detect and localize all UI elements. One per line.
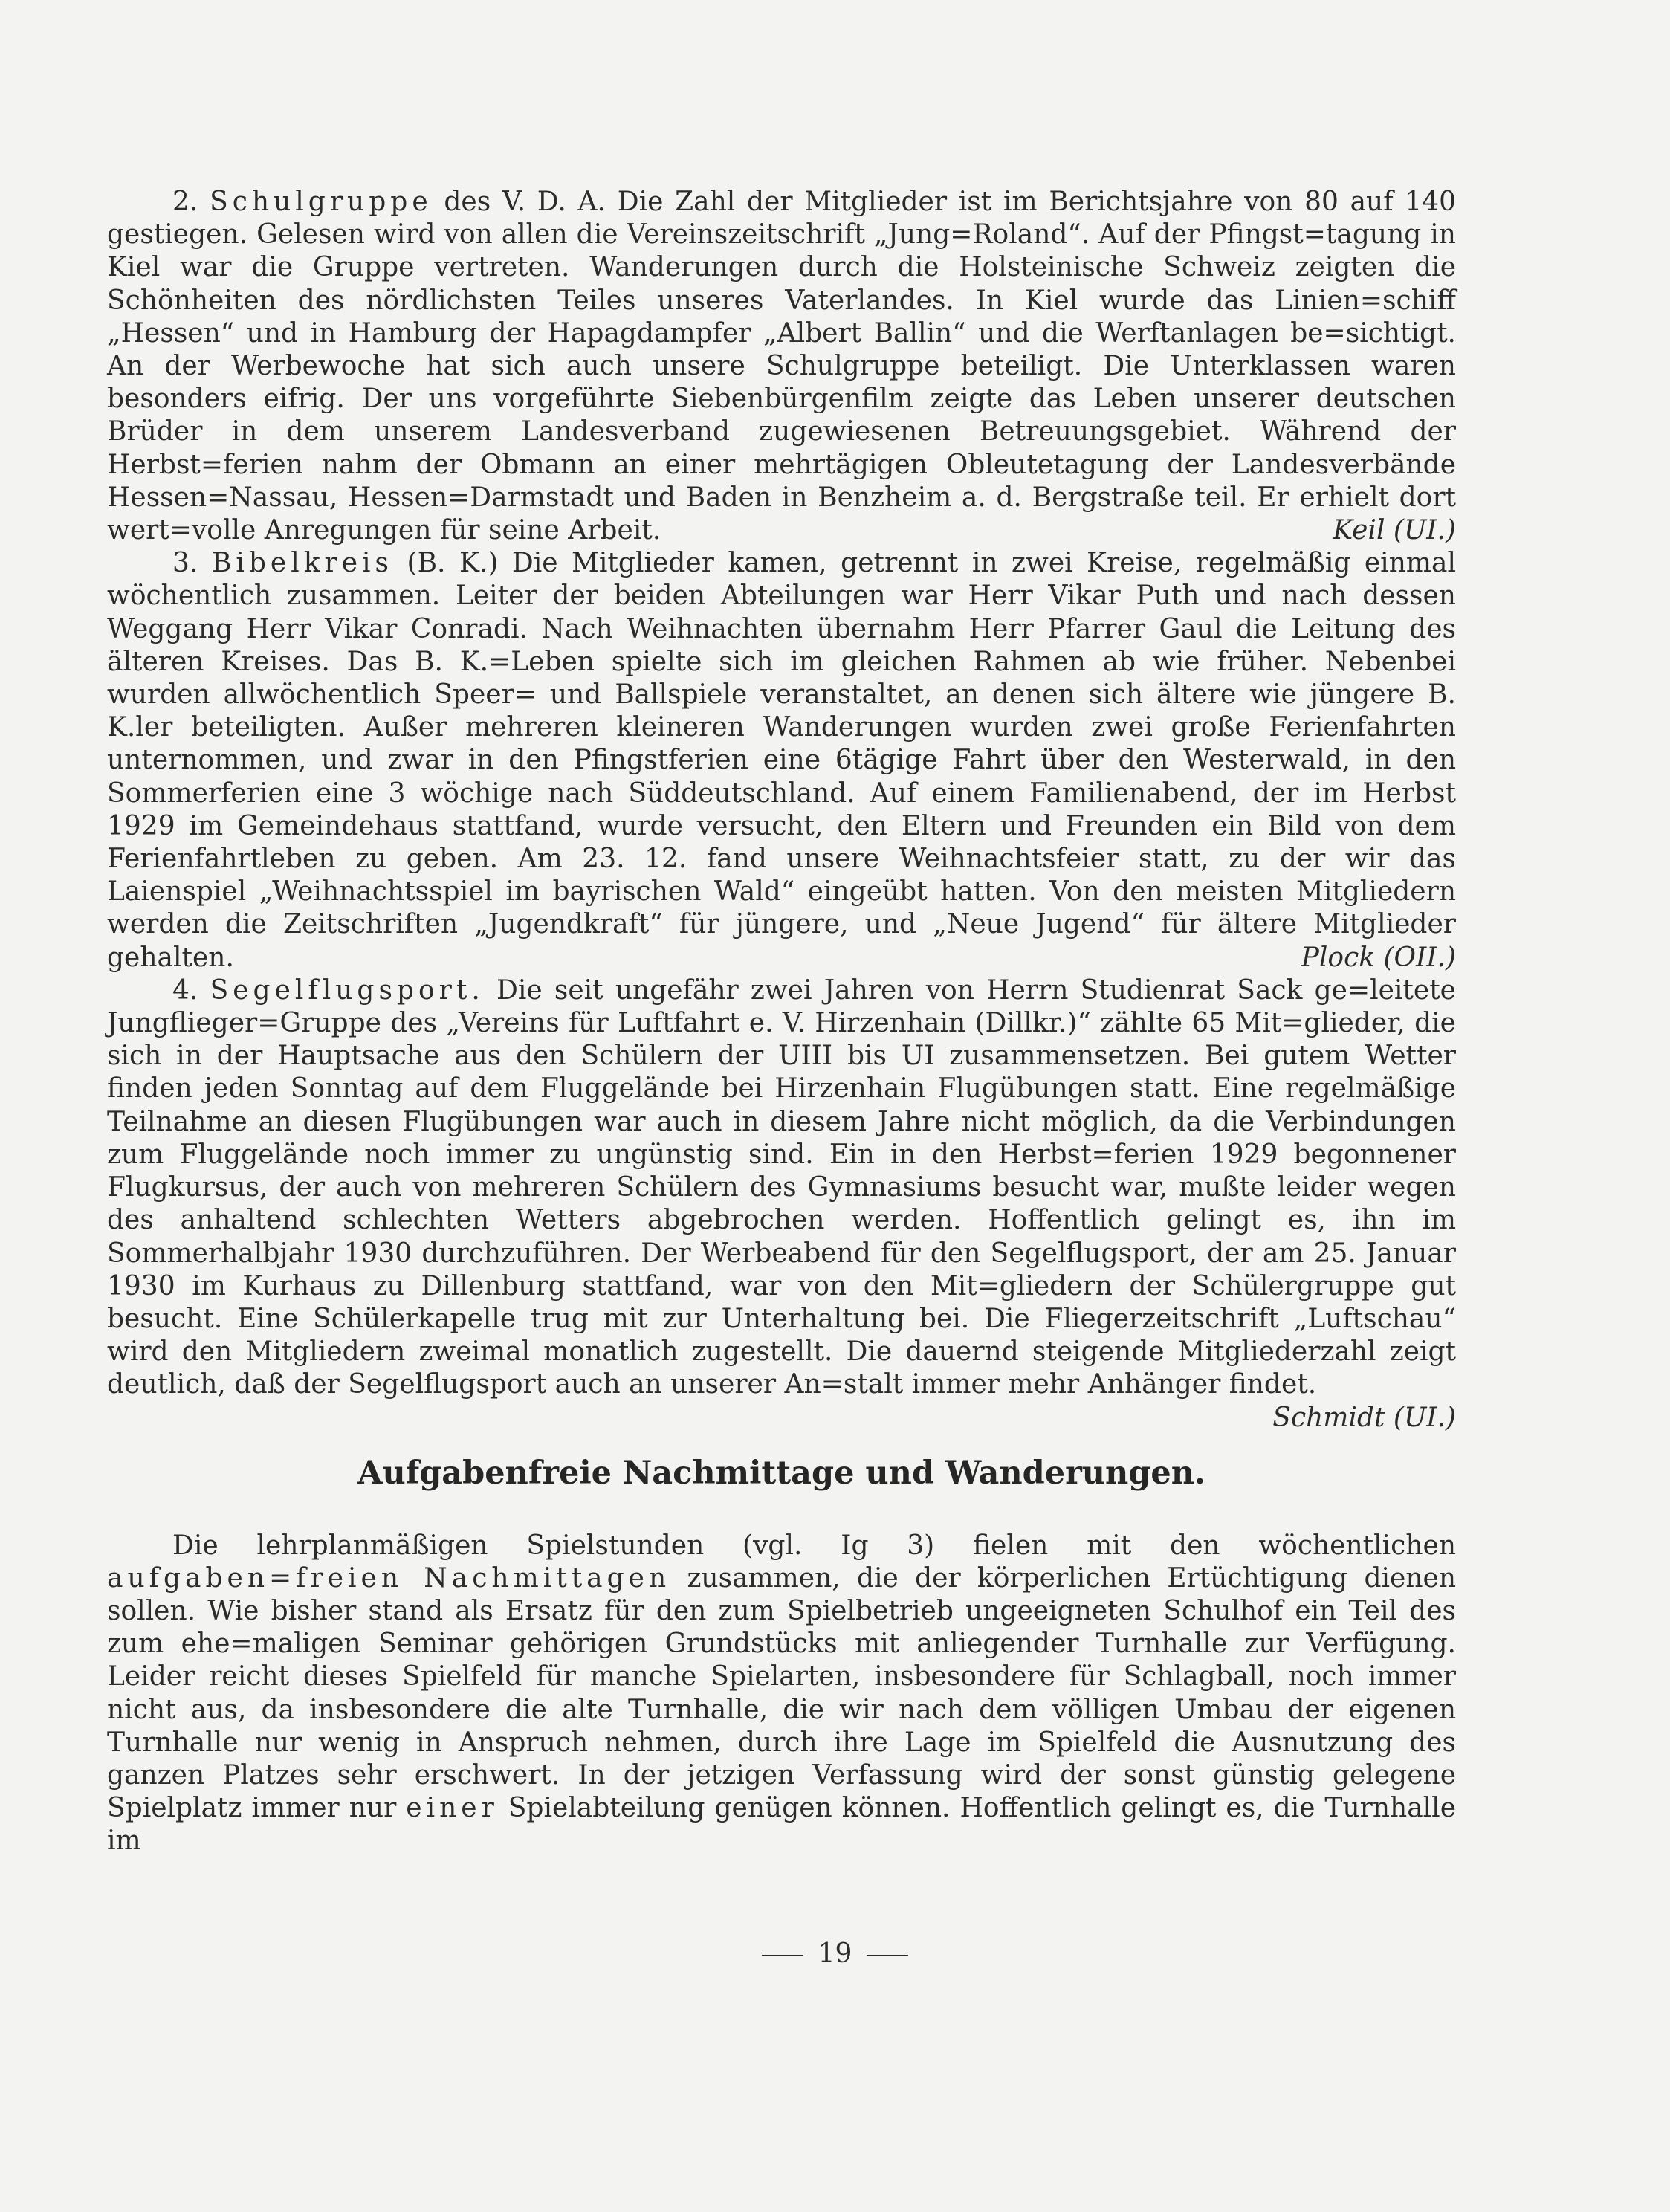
paragraph-text: Spielabteilung genügen können. Hoffentlich gelingt es, die Turnhalle im [107, 1793, 1456, 1857]
footer-dash-right [867, 1955, 908, 1956]
section-number: 2. [172, 187, 198, 217]
section-text: des V. D. A. Die Zahl der Mitglieder ist im Berichtsjahre von 80 auf 140 gestiegen. Gelesen wird von allen die Vereinszeitschrift „Jung=Roland“. Auf der Pfingst=tagung in Kiel war die Gruppe vertreten. Wanderungen durch die Holsteinische Schweiz zeigten die Schönheiten des nördlichsten Teiles unseres Vaterlandes. In Kiel wurde das Linien=schiff „Hessen“ und in Hamburg der Hapagdampfer „Albert Ballin“ und die Werftanlagen be=sichtigt. An der Werbewoche hat sich auch unsere Schulgruppe beteiligt. Die Unterklassen waren besonders eifrig. Der uns vorgeführte Siebenbürgenfilm zeigte das Leben unserer deutschen Brüder in dem unserem Landesverband zugewiesenen Betreuungsgebiet. Während der Herbst=ferien nahm der Obmann an einer mehrtägigen Obleutetagung der Landesverbände Hessen=Nassau, Hessen=Darmstadt und Baden in Benzheim a. d. Bergstraße teil. Er erhielt dort wert=volle Anregungen für seine Arbeit. [107, 187, 1457, 546]
signature: Keil (UI.) [1333, 515, 1456, 546]
signature: Plock (OII.) [1301, 942, 1456, 973]
section-bibelkreis [107, 547, 1456, 974]
page-content [107, 186, 1456, 1858]
section-text: (B. K.) Die Mitglieder kamen, getrennt in zwei Kreise, regelmäßig einmal wöchentlich zusammen. Leiter der beiden Abteilungen war Herr Vikar Puth und nach dessen Weggang Herr Vikar Conradi. Nach Weihnachten übernahm Herr Pfarrer Gaul die Leitung des älteren Kreises. Das B. K.=Leben spielte sich im gleichen Rahmen ab wie früher. Nebenbei wurden allwöchentlich Speer= und Ballspiele veranstaltet, an denen sich ältere wie jüngere B. K.ler beteiligten. Außer mehreren kleineren Wanderungen wurden zwei große Ferienfahrten unternommen, und zwar in den Pfingstferien eine 6tägige Fahrt über den Westerwald, in den Sommerferien eine 3 wöchige nach Süddeutschland. Auf einem Familienabend, der im Herbst 1929 im Gemeindehaus stattfand, wurde versucht, den Eltern und Freunden ein Bild von dem Ferienfahrtleben zu geben. Am 23. 12. fand unsere Weihnachtsfeier statt, zu der wir das Laienspiel „Weihnachtsspiel im bayrischen Wald“ eingeübt hatten. Von den meisten Mitgliedern werden die Zeitschriften „Jugendkraft“ für jüngere, und „Neue Jugend“ für ältere Mitglieder gehalten. [107, 548, 1456, 973]
chapter-title: Aufgabenfreie Nachmittage und Wanderungen. [357, 1454, 1205, 1492]
section-heading: Segelflugsport. [210, 974, 485, 1006]
section-text: Die seit ungefähr zwei Jahren von Herrn Studienrat Sack ge=leitete Jungflieger=Gruppe des „Vereins für Luftfahrt e. V. Hirzenhain (Dillkr.)“ zählte 65 Mit=glieder, die sich in der Hauptsache aus den Schülern der UIII bis UI zusammensetzen. Bei gutem Wetter finden jeden Sonntag auf dem Fluggelände bei Hirzenhain Flugübungen statt. Eine regelmäßige Teilnahme an diesen Flugübungen war auch in diesem Jahre nicht möglich, da die Verbindungen zum Fluggelände noch immer zu ungünstig sind. Ein in den Herbst=ferien 1929 begonnener Flugkursus, der auch von mehreren Schülern des Gymnasiums besucht war, mußte leider wegen des anhaltend schlechten Wetters abgebrochen werden. Hoffentlich gelingt es, ihn im Sommerhalbjahr 1930 durchzuführen. Der Werbeabend für den Segelflugsport, der am 25. Januar 1930 im Kurhaus zu Dillenburg stattfand, war von den Mit=gliedern der Schülergruppe gut besucht. Eine Schülerkapelle trug mit zur Unterhaltung bei. Die Fliegerzeitschrift „Luftschau“ wird den Mitgliedern zweimal monatlich zugestellt. Die dauernd steigende Mitgliederzahl zeigt deutlich, daß der Segelflugsport auch an unserer An=stalt immer mehr Anhänger findet. [107, 974, 1456, 1400]
emphasized-text: einer [406, 1793, 499, 1824]
paragraph-text: Die lehrplanmäßigen Spielstunden (vgl. Ig 3) fielen mit den wöchentlichen [172, 1530, 1456, 1561]
page-number: 19 [818, 1938, 852, 1969]
emphasized-text: aufgaben=freien Nachmittagen [107, 1562, 671, 1594]
section-number: 4. [172, 974, 198, 1006]
chapter-paragraph [107, 1530, 1456, 1858]
section-number: 3. [172, 548, 198, 579]
section-segelflugsport [107, 974, 1456, 1433]
section-heading: Bibelkreis [211, 548, 394, 579]
page-footer [0, 1938, 1670, 1969]
section-heading: Schulgruppe [210, 187, 433, 217]
signature: Schmidt (UI.) [1272, 1402, 1456, 1433]
footer-dash-left [762, 1955, 803, 1956]
paragraph-text: zusammen, die der körperlichen Ertüchtigung dienen sollen. Wie bisher stand als Ersatz für den zum Spielbetrieb ungeeigneten Schulhof ein Teil des zum ehe=maligen Seminar gehörigen Grundstücks mit anliegender Turnhalle zur Verfügung. Leider reicht dieses Spielfeld für manche Spielarten, insbesondere für Schlagball, noch immer nicht aus, da insbesondere die alte Turnhalle, die wir nach dem völligen Umbau der eigenen Turnhalle nur wenig in Anspruch nehmen, durch ihre Lage im Spielfeld die Ausnutzung des ganzen Platzes sehr erschwert. In der jetzigen Verfassung wird der sonst günstig gelegene Spielplatz immer nur [107, 1562, 1457, 1824]
section-schulgruppe [107, 186, 1456, 547]
